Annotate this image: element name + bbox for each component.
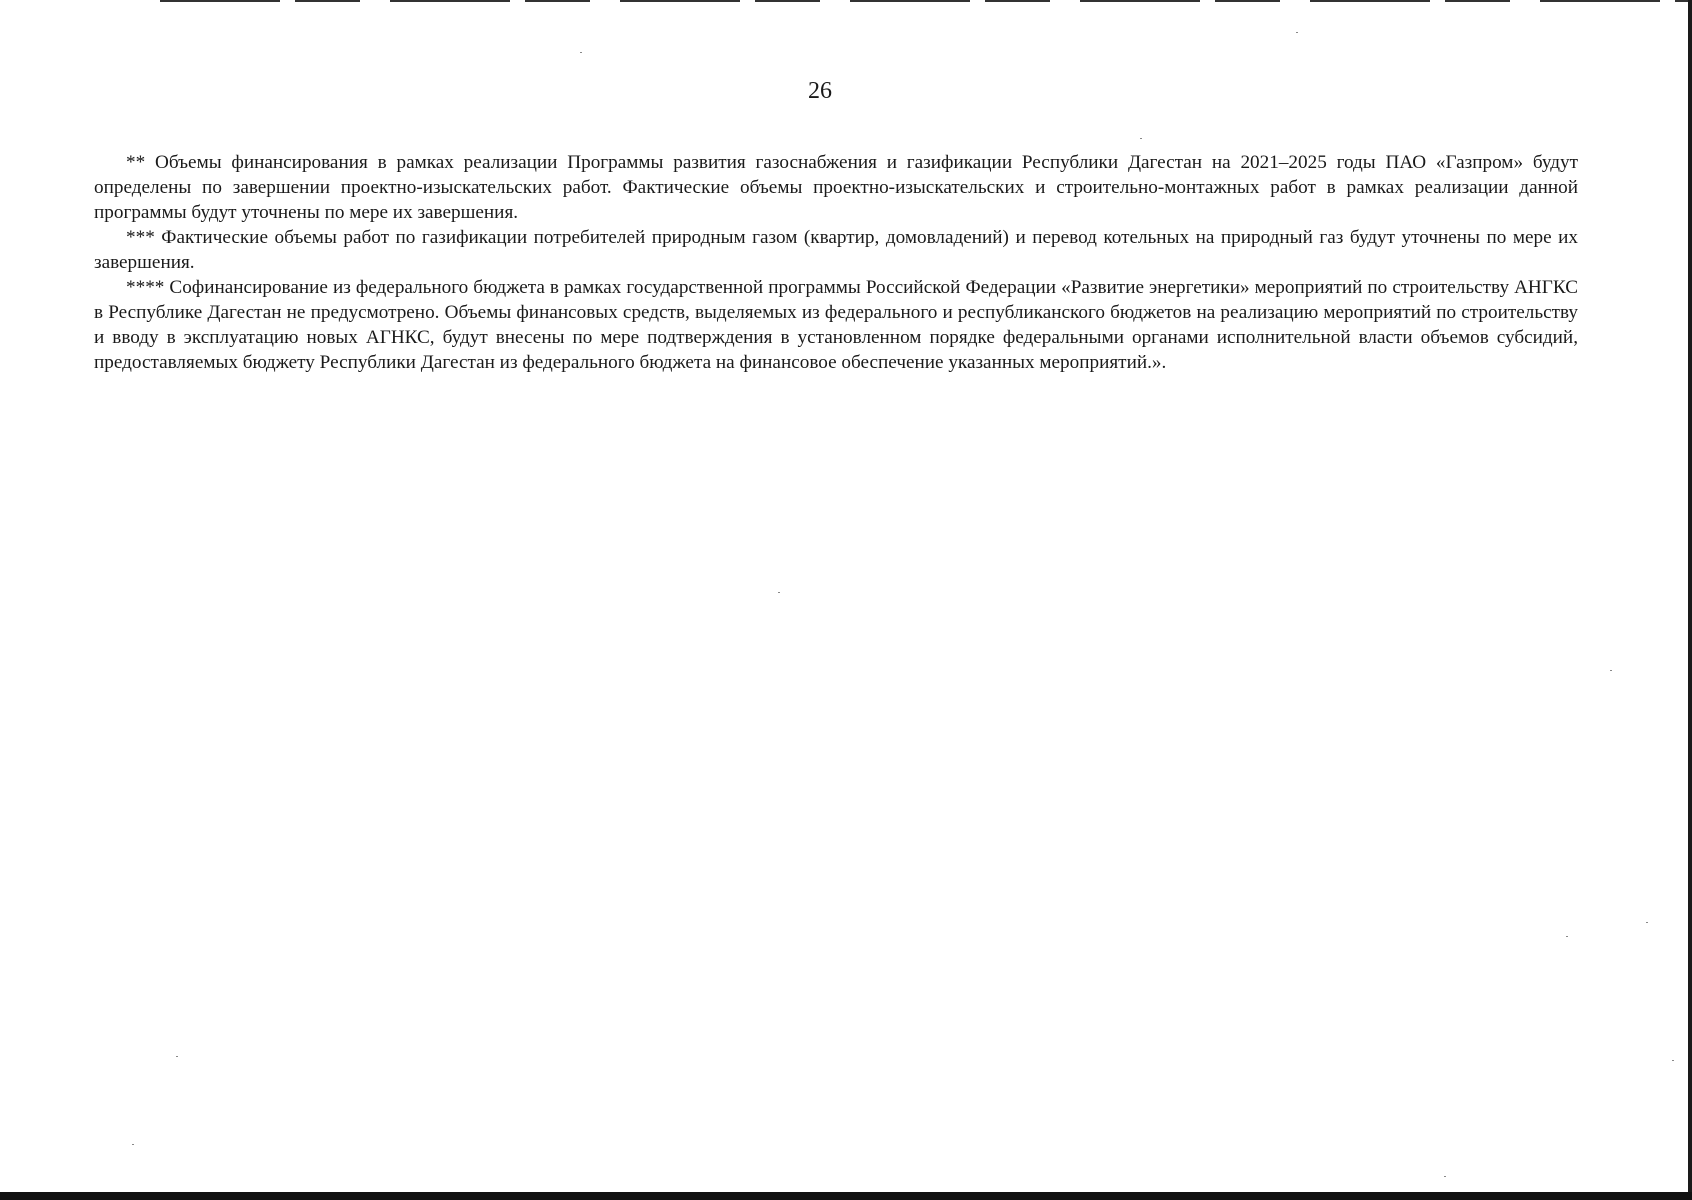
footnote-quadruple-asterisk: **** Софинансирование из федерального бюджета в рамках государственной программы Российской Федерации «Развитие энергетики» мероприятий по строительству АНГКС в Республике Дагестан не предусмотрено. Объемы финансовых средств, выделяемых из федерального и республиканского бюджетов на реализацию мероприятий по строительству и вводу в эксплуатацию новых АГНКС, будут внесены по мере подтверждения в установленном порядке федеральными органами исполнительной власти объемов субсидий, предоставляемых бюджету Республики Дагестан из федерального бюджета на финансовое обеспечение указанных мероприятий.». — [94, 277, 1578, 373]
scan-edge-top — [160, 0, 1690, 2]
scan-speck — [1566, 936, 1568, 937]
scan-speck — [1646, 922, 1648, 923]
scan-speck — [1296, 32, 1298, 33]
footnotes — [94, 150, 1578, 375]
scan-edge-right — [1688, 0, 1692, 1200]
scan-speck — [132, 1144, 134, 1145]
scan-speck — [1140, 138, 1142, 139]
footnote-double-asterisk: ** Объемы финансирования в рамках реализации Программы развития газоснабжения и газификации Республики Дагестан на 2021–2025 годы ПАО «Газпром» будут определены по завершении проектно-изыскательских работ. Фактические объемы проектно-изыскательских и строительно-монтажных работ в рамках реализации данной программы будут уточнены по мере их завершения. — [94, 152, 1578, 223]
scan-speck — [1444, 1176, 1446, 1177]
page-number: 26 — [808, 78, 832, 104]
scan-speck — [1610, 670, 1612, 671]
scan-speck — [1672, 1060, 1674, 1061]
scan-edge-bottom — [0, 1192, 1692, 1200]
scan-speck — [176, 1056, 178, 1057]
scan-speck — [580, 52, 582, 53]
footnote-triple-asterisk: *** Фактические объемы работ по газификации потребителей природным газом (квартир, домовладений) и перевод котельных на природный газ будут уточнены по мере их завершения. — [94, 227, 1578, 273]
scan-speck — [778, 592, 780, 593]
